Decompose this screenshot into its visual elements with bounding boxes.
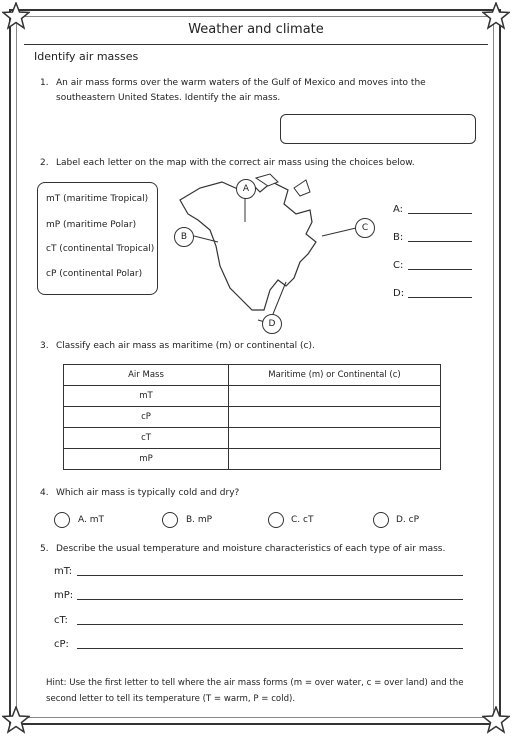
q5-label-cp: cP: [54,639,69,650]
radio-option-d[interactable] [373,512,389,528]
q1-answer-box[interactable] [280,114,476,144]
table-header-air-mass: Air Mass [64,365,229,386]
q1-text-line2: southeastern United States. Identify the air mass. [56,93,281,103]
marker-b: B [174,227,194,247]
classification-table [63,364,441,470]
option-d-label: D. cP [396,515,420,525]
q3-text: Classify each air mass as maritime (m) or continental (c). [56,341,315,351]
table-row [64,407,441,428]
answer-line-d[interactable] [408,297,472,298]
choice-mp: mP (maritime Polar) [46,220,137,230]
table-answer-cell[interactable] [229,428,441,449]
choice-ct: cT (continental Tropical) [46,244,155,254]
table-cell-air-mass: mT [64,386,229,407]
star-icon-bottom-left [2,706,30,734]
table-answer-cell[interactable] [229,407,441,428]
marker-a: A [236,179,256,199]
q5-text: Describe the usual temperature and moisture characteristics of each type of air mass. [56,544,446,554]
answer-line-a[interactable] [408,213,472,214]
hint-line-2: second letter to tell its temperature (T = warm, P = cold). [46,694,296,704]
option-c-label: C. cT [291,515,314,525]
q2-text: Label each letter on the map with the correct air mass using the choices below. [56,158,415,168]
q4-text: Which air mass is typically cold and dry? [56,488,240,498]
hint-line-1: Hint: Use the first letter to tell where the air mass forms (m = over water, c = over land) and the [46,678,464,688]
answer-label-d: D: [393,288,405,299]
q3-number: 3. [40,341,49,351]
answer-label-a: A: [393,204,404,215]
q5-answer-line-cp[interactable] [77,648,463,649]
choice-mt: mT (maritime Tropical) [46,194,149,204]
radio-option-c[interactable] [268,512,284,528]
radio-option-a[interactable] [54,512,70,528]
table-answer-cell[interactable] [229,449,441,470]
q5-answer-line-ct[interactable] [77,624,463,625]
q5-number: 5. [40,544,49,554]
north-america-map [160,170,360,330]
q5-label-ct: cT: [54,615,68,626]
table-header-type: Maritime (m) or Continental (c) [229,365,441,386]
q5-label-mp: mP: [54,590,74,601]
option-a-label: A. mT [78,515,104,525]
table-cell-air-mass: cT [64,428,229,449]
q5-answer-line-mt[interactable] [77,575,463,576]
marker-d: D [262,314,282,334]
table-cell-air-mass: mP [64,449,229,470]
q5-answer-line-mp[interactable] [77,599,463,600]
page-title: Weather and climate [24,18,488,45]
choices-box [37,182,158,295]
answer-line-b[interactable] [408,241,472,242]
section-title: Identify air masses [34,50,139,63]
q1-number: 1. [40,78,49,88]
answer-line-c[interactable] [408,269,472,270]
table-answer-cell[interactable] [229,386,441,407]
answer-label-c: C: [393,260,404,271]
q2-number: 2. [40,158,49,168]
choice-cp: cP (continental Polar) [46,269,143,279]
option-b-label: B. mP [186,515,213,525]
marker-c: C [355,218,375,238]
q5-label-mt: mT: [54,566,73,577]
star-icon-bottom-right [482,706,510,734]
table-cell-air-mass: cP [64,407,229,428]
q4-number: 4. [40,488,49,498]
answer-label-b: B: [393,232,404,243]
table-row [64,386,441,407]
q1-text-line1: An air mass forms over the warm waters of the Gulf of Mexico and moves into the [56,78,426,88]
table-row [64,428,441,449]
table-row [64,449,441,470]
table-header-row [64,365,441,386]
radio-option-b[interactable] [162,512,178,528]
hint-text [46,675,466,707]
